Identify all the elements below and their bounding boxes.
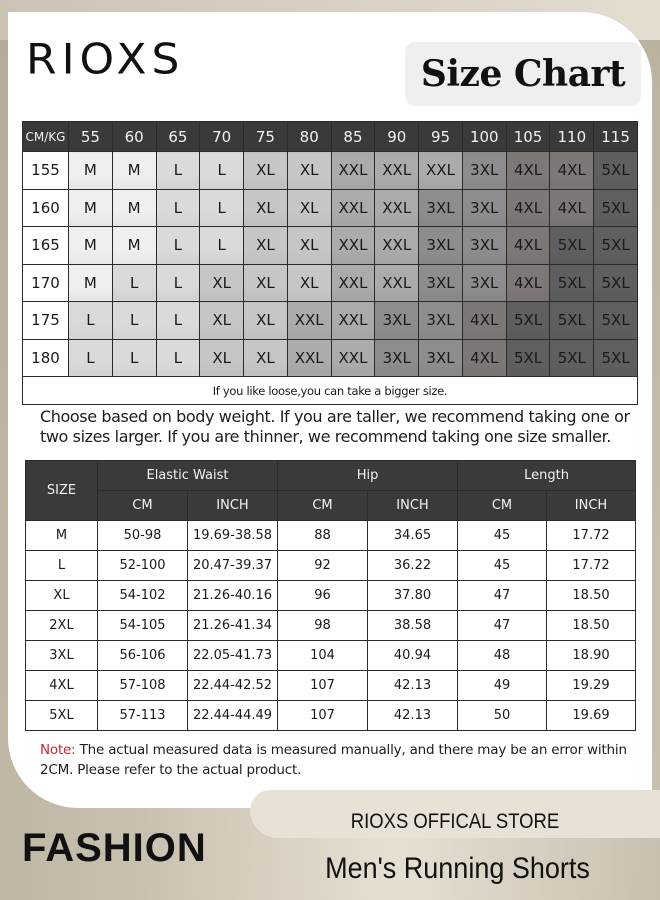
size-cell: XL [244,189,288,227]
measurement-value: 18.50 [547,581,636,611]
size-cell: 3XL [462,152,506,190]
measurement-value: 52-100 [98,551,188,581]
measurement-value: 34.65 [368,521,458,551]
size-cell: XXL [331,189,375,227]
measurement-value: 18.90 [547,641,636,671]
measurement-value: 56-106 [98,641,188,671]
weight-header: 100 [462,122,506,152]
weight-header: 95 [419,122,463,152]
measurement-row [26,611,636,641]
size-cell: L [156,152,200,190]
measurement-value: 18.50 [547,611,636,641]
height-cell: 180 [23,339,69,377]
measurement-row [26,521,636,551]
measurement-value: 88 [278,521,368,551]
size-cell: 3XL [419,302,463,340]
size-row [23,152,638,190]
size-cell: XL [287,189,331,227]
size-cell: M [112,227,156,265]
measurement-value: 57-108 [98,671,188,701]
measurement-value: 45 [458,521,547,551]
size-cell: L [200,152,244,190]
size-cell: XXL [375,264,419,302]
size-label: 2XL [26,611,98,641]
height-cell: 175 [23,302,69,340]
brand-logo: RIOXS [26,35,185,84]
size-cell: XL [244,339,288,377]
measurement-row [26,671,636,701]
measurement-value: 50 [458,701,547,731]
size-label: 4XL [26,671,98,701]
measurement-value: 47 [458,611,547,641]
size-cell: 4XL [506,227,550,265]
size-cell: L [200,189,244,227]
measurement-value: 42.13 [368,671,458,701]
loose-fit-footnote: If you like loose,you can take a bigger size. [23,377,638,405]
weight-header: 55 [69,122,113,152]
size-label: M [26,521,98,551]
height-cell: 160 [23,189,69,227]
size-cell: 3XL [419,264,463,302]
measurement-table [25,460,636,731]
size-cell: 5XL [506,302,550,340]
unit-header-row [26,491,636,521]
weight-header: 60 [112,122,156,152]
size-cell: M [69,189,113,227]
store-name: RIOXS OFFICAL STORE [350,810,560,833]
size-cell: XXL [419,152,463,190]
measurement-value: 36.22 [368,551,458,581]
size-cell: L [156,189,200,227]
measurement-value: 57-113 [98,701,188,731]
group-header-length: Length [458,461,636,491]
measurement-row [26,551,636,581]
size-cell: 4XL [550,189,594,227]
size-label: XL [26,581,98,611]
group-header-row [26,461,636,491]
size-cell: XL [287,227,331,265]
size-row [23,302,638,340]
measurement-row [26,701,636,731]
size-header: SIZE [26,461,98,521]
size-cell: 5XL [594,227,638,265]
size-cell: M [69,152,113,190]
size-cell: M [112,189,156,227]
unit-header: CM [98,491,188,521]
measurement-value: 48 [458,641,547,671]
height-cell: 170 [23,264,69,302]
size-label: 5XL [26,701,98,731]
size-cell: XL [287,152,331,190]
size-cell: 3XL [419,227,463,265]
sizing-advice: Choose based on body weight. If you are taller, we recommend taking one or two sizes larger. If you are thinner, we recommend taking one size smaller. [40,407,630,446]
size-cell: 5XL [594,302,638,340]
measurement-value: 42.13 [368,701,458,731]
page-title: Size Chart [420,53,626,95]
unit-header: INCH [368,491,458,521]
size-cell: L [156,264,200,302]
measurement-value: 107 [278,701,368,731]
size-cell: XXL [331,264,375,302]
size-cell: XXL [331,339,375,377]
size-cell: L [69,339,113,377]
measurement-value: 104 [278,641,368,671]
weight-header: 75 [244,122,288,152]
size-cell: M [69,264,113,302]
size-cell: L [112,264,156,302]
measurement-row [26,641,636,671]
size-cell: 5XL [550,302,594,340]
size-cell: L [112,339,156,377]
weight-header: 65 [156,122,200,152]
measurement-value: 107 [278,671,368,701]
unit-header: INCH [188,491,278,521]
size-cell: 5XL [594,339,638,377]
group-header-waist: Elastic Waist [98,461,278,491]
measurement-value: 20.47-39.37 [188,551,278,581]
measurement-note [40,740,640,780]
size-cell: XL [244,302,288,340]
size-cell: XL [244,264,288,302]
measurement-value: 45 [458,551,547,581]
size-cell: XL [287,264,331,302]
measurement-value: 17.72 [547,551,636,581]
size-cell: 4XL [462,302,506,340]
weight-header: 70 [200,122,244,152]
size-cell: 3XL [375,339,419,377]
size-cell: 3XL [419,189,463,227]
unit-header: CM [278,491,368,521]
measurement-value: 17.72 [547,521,636,551]
size-cell: L [156,339,200,377]
weight-header: 80 [287,122,331,152]
unit-header: INCH [547,491,636,521]
measurement-value: 98 [278,611,368,641]
size-cell: 5XL [594,152,638,190]
weight-header: 110 [550,122,594,152]
size-cell: 3XL [462,227,506,265]
size-row [23,264,638,302]
measurement-value: 49 [458,671,547,701]
size-cell: XXL [331,227,375,265]
group-header-hip: Hip [278,461,458,491]
size-cell: XXL [331,152,375,190]
measurement-value: 19.69-38.58 [188,521,278,551]
size-row [23,339,638,377]
size-cell: 4XL [506,264,550,302]
measurement-value: 92 [278,551,368,581]
measurement-value: 21.26-41.34 [188,611,278,641]
size-cell: XXL [375,227,419,265]
size-cell: XL [200,264,244,302]
height-cell: 165 [23,227,69,265]
size-cell: 5XL [594,189,638,227]
size-cell: 4XL [462,339,506,377]
size-cell: 4XL [506,152,550,190]
height-cell: 155 [23,152,69,190]
size-cell: 5XL [550,339,594,377]
measurement-value: 21.26-40.16 [188,581,278,611]
measurement-value: 19.29 [547,671,636,701]
size-cell: XL [244,152,288,190]
weight-height-size-table [22,121,638,405]
measurement-value: 37.80 [368,581,458,611]
size-cell: 5XL [594,264,638,302]
weight-header: 85 [331,122,375,152]
size-cell: M [69,227,113,265]
size-cell: 5XL [550,227,594,265]
measurement-value: 96 [278,581,368,611]
size-row [23,227,638,265]
size-cell: 4XL [550,152,594,190]
size-cell: 3XL [419,339,463,377]
measurement-row [26,581,636,611]
measurement-value: 19.69 [547,701,636,731]
size-cell: XL [200,339,244,377]
size-label: 3XL [26,641,98,671]
size-cell: XXL [287,339,331,377]
note-body: The actual measured data is measured manually, and there may be an error within 2CM. Please refer to the actual product. [40,742,627,778]
product-name: Men's Running Shorts [325,852,590,885]
fashion-tagline: FASHION [22,826,207,870]
size-cell: L [200,227,244,265]
size-cell: XXL [287,302,331,340]
size-cell: L [112,302,156,340]
size-row [23,189,638,227]
size-cell: M [112,152,156,190]
measurement-value: 40.94 [368,641,458,671]
size-cell: 3XL [462,189,506,227]
size-cell: L [156,227,200,265]
size-cell: XXL [375,152,419,190]
note-label: Note: [40,742,76,758]
measurement-value: 50-98 [98,521,188,551]
footnote-row [23,377,638,405]
size-cell: 5XL [550,264,594,302]
size-cell: L [156,302,200,340]
weight-header: 90 [375,122,419,152]
size-cell: 3XL [375,302,419,340]
measurement-value: 38.58 [368,611,458,641]
measurement-value: 22.44-42.52 [188,671,278,701]
weight-header: 115 [594,122,638,152]
size-cell: XXL [375,189,419,227]
size-cell: 3XL [462,264,506,302]
measurement-value: 22.05-41.73 [188,641,278,671]
size-cell: XL [244,227,288,265]
measurement-value: 47 [458,581,547,611]
size-cell: XXL [331,302,375,340]
size-label: L [26,551,98,581]
size-cell: 5XL [506,339,550,377]
size-cell: 4XL [506,189,550,227]
title-badge [405,42,641,106]
weight-header-row [23,122,638,152]
weight-header: 105 [506,122,550,152]
measurement-value: 54-105 [98,611,188,641]
unit-header: CM [458,491,547,521]
corner-header: CM/KG [23,122,69,152]
measurement-value: 54-102 [98,581,188,611]
measurement-value: 22.44-44.49 [188,701,278,731]
size-cell: L [69,302,113,340]
size-cell: XL [200,302,244,340]
